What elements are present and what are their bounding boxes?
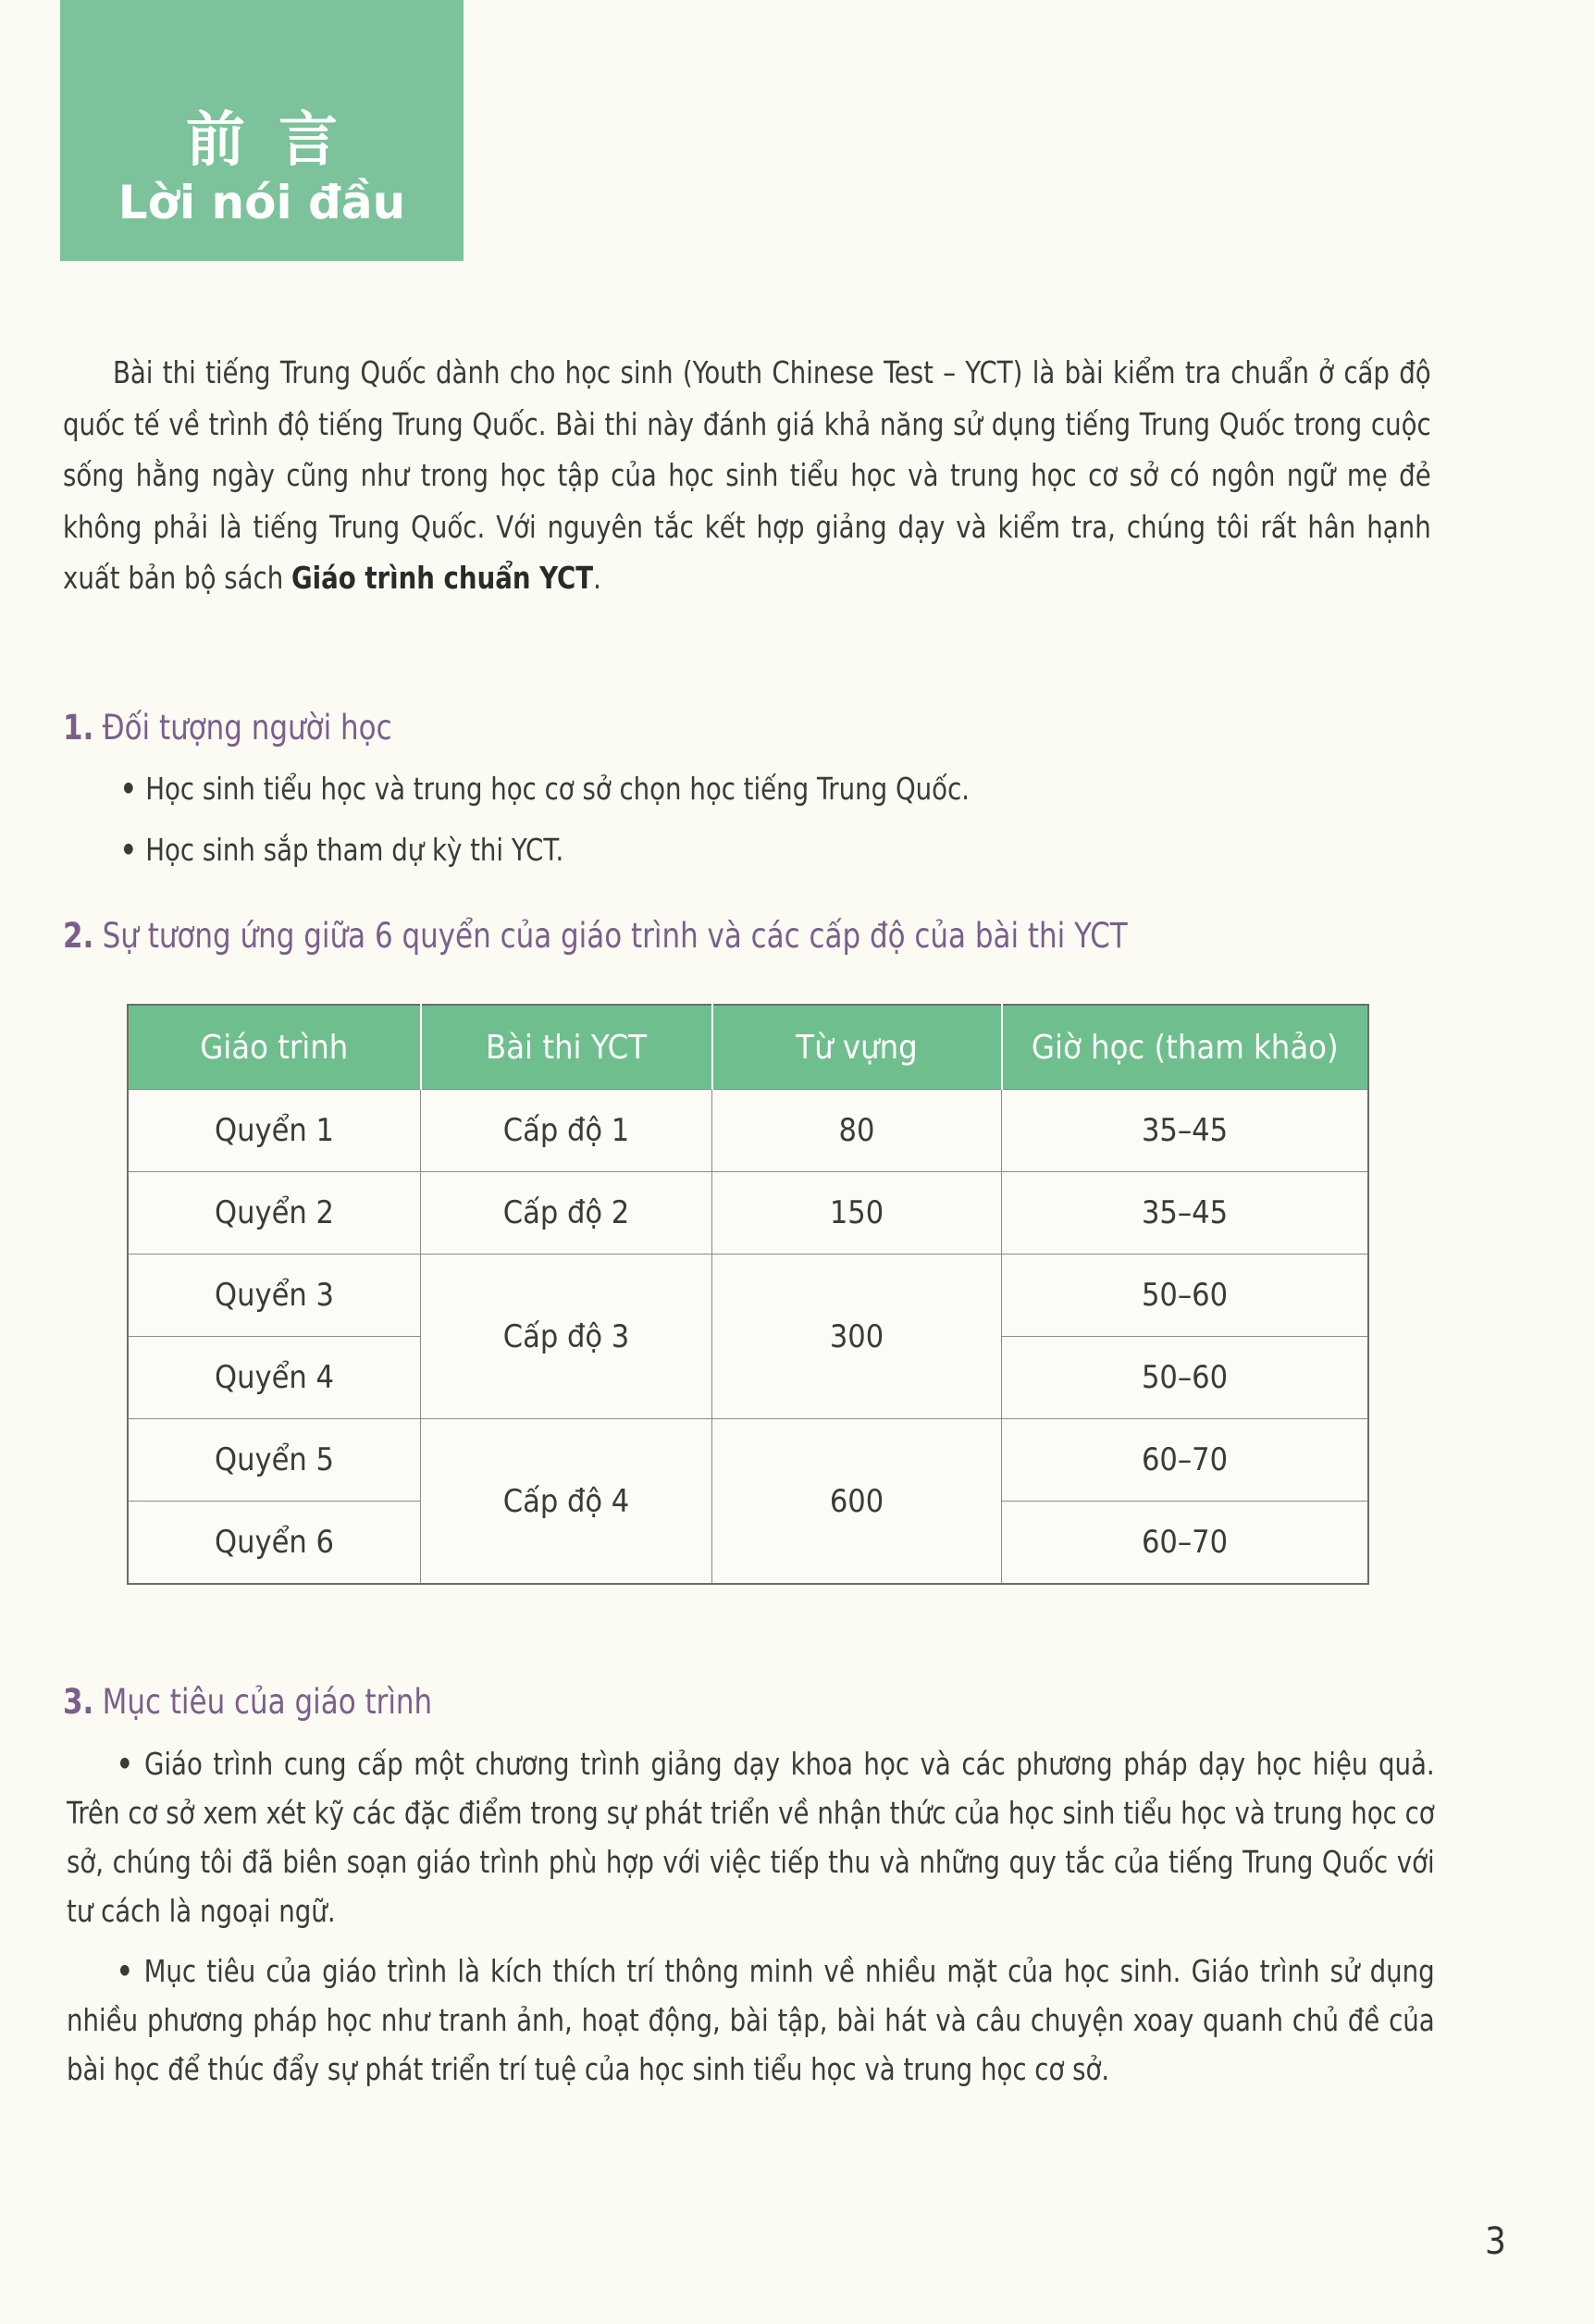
- hours-cell: 60–70: [1002, 1502, 1369, 1585]
- vocab-cell: 300: [712, 1255, 1002, 1419]
- book-cell: Quyển 3: [128, 1255, 421, 1337]
- header-book: Giáo trình: [128, 1005, 421, 1090]
- section-1-number: 1.: [63, 708, 94, 748]
- book-cell: Quyển 2: [128, 1172, 421, 1255]
- header-hours: Giờ học (tham khảo): [1002, 1005, 1369, 1090]
- header-vocab: Từ vựng: [712, 1005, 1002, 1090]
- title-chinese: 前言: [186, 106, 371, 175]
- hours-cell: 60–70: [1002, 1419, 1369, 1502]
- book-cell: Quyển 5: [128, 1419, 421, 1502]
- list-item: • Học sinh sắp tham dự kỳ thi YCT.: [120, 820, 970, 881]
- table-row: [128, 1172, 1368, 1255]
- correspondence-table: [127, 1004, 1369, 1585]
- intro-end: .: [593, 560, 601, 596]
- table-row: [128, 1090, 1368, 1172]
- book-cell: Quyển 1: [128, 1090, 421, 1172]
- list-item: • Mục tiêu của giáo trình là kích thích trí thông minh về nhiều mặt của học sinh. Giáo trình sử dụng nhiều phương pháp học như tranh ảnh, hoạt động, bài tập, bài hát và câu chuyện xoay quanh chủ đề của bài học để thúc đẩy sự phát triển trí tuệ của học sinh tiểu học và trung học cơ sở.: [67, 1947, 1435, 2094]
- hours-cell: 50–60: [1002, 1337, 1369, 1419]
- section-1-title: Đối tượng người học: [102, 708, 392, 748]
- vocab-cell: 150: [712, 1172, 1002, 1255]
- level-cell: Cấp độ 1: [421, 1090, 712, 1172]
- section-1-bullets: [120, 759, 970, 881]
- table-header-row: [128, 1005, 1368, 1090]
- hours-cell: 35–45: [1002, 1090, 1369, 1172]
- vocab-cell: 80: [712, 1090, 1002, 1172]
- table-row: [128, 1255, 1368, 1337]
- level-cell: Cấp độ 4: [421, 1419, 712, 1585]
- table-row: [128, 1419, 1368, 1502]
- section-1-heading: [63, 708, 392, 748]
- hours-cell: 50–60: [1002, 1255, 1369, 1337]
- title-box: [60, 0, 464, 261]
- section-3-heading: [63, 1682, 432, 1722]
- header-exam: Bài thi YCT: [421, 1005, 712, 1090]
- section-2-heading: [63, 916, 1128, 956]
- section-3-number: 3.: [63, 1682, 94, 1722]
- list-item: • Học sinh tiểu học và trung học cơ sở chọn học tiếng Trung Quốc.: [120, 759, 970, 820]
- level-cell: Cấp độ 2: [421, 1172, 712, 1255]
- list-item: • Giáo trình cung cấp một chương trình giảng dạy khoa học và các phương pháp dạy học hiệu quả. Trên cơ sở xem xét kỹ các đặc điểm trong sự phát triển về nhận thức của học sinh tiểu học và trung học cơ sở, chúng tôi đã biên soạn giáo trình phù hợp với việc tiếp thu và những quy tắc của tiếng Trung Quốc với tư cách là ngoại ngữ.: [67, 1739, 1435, 1935]
- intro-book-title: Giáo trình chuẩn YCT: [291, 560, 594, 596]
- book-cell: Quyển 4: [128, 1337, 421, 1419]
- hours-cell: 35–45: [1002, 1172, 1369, 1255]
- section-3-body: [67, 1739, 1435, 2105]
- section-3-title: Mục tiêu của giáo trình: [102, 1682, 433, 1722]
- title-vietnamese: Lời nói đầu: [117, 176, 406, 229]
- book-cell: Quyển 6: [128, 1502, 421, 1585]
- section-2-number: 2.: [63, 916, 94, 956]
- intro-text: Bài thi tiếng Trung Quốc dành cho học sinh (Youth Chinese Test – YCT) là bài kiểm tra chuẩn ở cấp độ quốc tế về trình độ tiếng Trung Quốc. Bài thi này đánh giá khả năng sử dụng tiếng Trung Quốc trong cuộc sống hằng ngày cũng như trong học tập của học sinh tiểu học và trung học cơ sở có ngôn ngữ mẹ đẻ không phải là tiếng Trung Quốc. Với nguyên tắc kết hợp giảng dạy và kiểm tra, chúng tôi rất hân hạnh xuất bản bộ sách: [63, 354, 1431, 596]
- page-number: 3: [1485, 2220, 1506, 2263]
- section-2-title: Sự tương ứng giữa 6 quyển của giáo trình và các cấp độ của bài thi YCT: [102, 916, 1128, 956]
- vocab-cell: 600: [712, 1419, 1002, 1585]
- intro-paragraph: [63, 347, 1431, 604]
- level-cell: Cấp độ 3: [421, 1255, 712, 1419]
